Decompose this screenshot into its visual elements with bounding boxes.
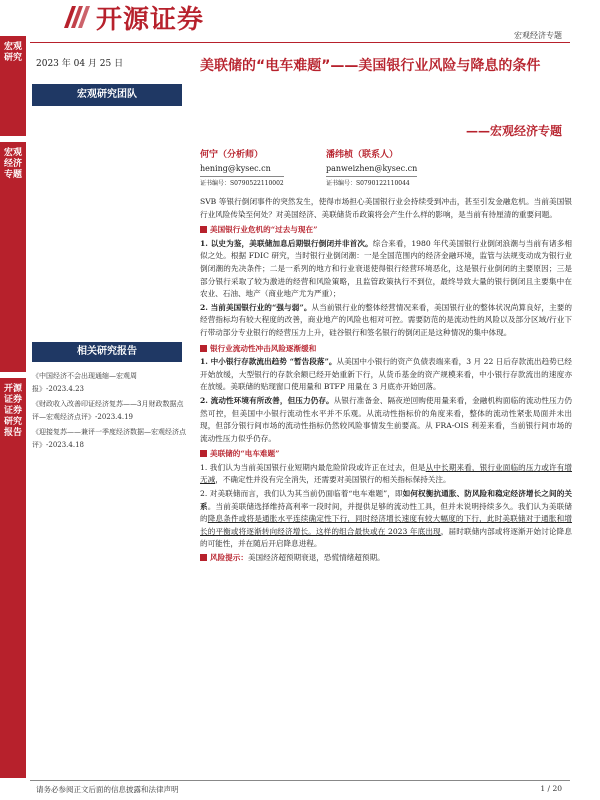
- body-paragraph: [200, 488, 572, 551]
- side-strip-macro-topic: 宏观经济专题: [0, 142, 26, 372]
- bullet-square-icon: [200, 554, 207, 561]
- author-email[interactable]: panweizhen@kysec.cn: [326, 164, 418, 173]
- underlined-text: 降息条件或将是通胀水平连续确定性下行，同时经济增长速度有较大幅度的下行，此时美联储对于通胀和增长的平衡或将逐渐转向经济增长。这样的组合最快或在 2023 年底出现: [200, 514, 573, 536]
- report-date: 2023 年 04 月 25 日: [36, 59, 124, 69]
- header-divider: [30, 42, 570, 43]
- related-report-item[interactable]: 《财政收入改善印证经济复苏——3月财政数据点评—宏观经济点评》-2023.4.19: [32, 400, 184, 421]
- bullet-square-icon: [200, 345, 207, 352]
- related-report-item[interactable]: 《中国经济不会出现通缩—宏观周报》-2023.4.23: [32, 372, 137, 393]
- body-paragraph: [200, 302, 572, 340]
- report-subtitle: ——宏观经济专题: [465, 124, 562, 138]
- report-title: 美联储的“电车难题”——美国银行业风险与降息的条件: [200, 58, 541, 74]
- author-card: [200, 150, 284, 189]
- paragraph-text: 从银行准备金、隔夜逆回购使用量来看，金融机构面临的流动性压力仍然可控，但美国中小银行流动性水平并不乐观。从流动性指标价的角度来看，整体的流动性紧张局面并未出现，但部分银行间市场的流动性指标仍然较风险事情发生前要高。从 FRA-OIS 利差来看，当前银行间市场的流动性压力似乎仍存。: [200, 395, 572, 443]
- section-heading: [200, 224, 572, 237]
- related-report-item[interactable]: 《迎接复苏——兼评一季度经济数据—宏观经济点评》-2023.4.18: [32, 428, 186, 449]
- underlined-text: 从中长期来看，银行业面临的压力或许有增无减: [200, 462, 573, 485]
- footer-divider: [30, 780, 570, 781]
- author-name: 潘纬桢（联系人）: [326, 150, 399, 160]
- header-tag: 宏观经济专题: [514, 31, 562, 40]
- bold-text: 如何权衡抗通胀、防风险和稳定经济增长之间的关系: [200, 489, 573, 511]
- body-paragraph: [200, 395, 572, 445]
- intro-paragraph: SVB 等银行倒闭事件的突然发生，使得市场担心美国银行业会持续受到冲击，甚至引发金融危机。当前美国银行业风险传染至何处？对美国经济、美联储货币政策将会产生什么样的影响，是当前有待厘清的重要问题。: [200, 197, 572, 219]
- team-label: 宏观研究团队: [32, 84, 182, 106]
- body-paragraph: [200, 462, 572, 487]
- company-logo: [62, 2, 205, 35]
- section-heading-text: 银行业流动性冲击风险逐渐缓和: [210, 343, 317, 353]
- section-heading-text: 美国银行业危机的“过去与现在”: [210, 225, 318, 235]
- report-body: [200, 196, 572, 566]
- bullet-square-icon: [200, 226, 207, 233]
- author-name: 何宁（分析师）: [200, 150, 264, 160]
- paragraph-lead: 1. 中小银行存款流出趋势 “暂告段落”。: [200, 357, 337, 367]
- paragraph-text: 。当前美联储选择维持高利率一段时间，并提供足够的流动性工具，但并未说明持续多久。我们认为美联储的: [200, 501, 573, 524]
- related-reports-list: [32, 370, 187, 454]
- paragraph-lead: 2. 流动性环境有所改善，但压力仍存。: [200, 395, 334, 405]
- logo-text: 开源证券: [96, 4, 205, 35]
- paragraph-text: 2. 对美联储而言，我们认为其当前仍面临着“电车难题”，即: [200, 489, 403, 499]
- author-card: [326, 150, 417, 189]
- paragraph-lead: 1. 以史为鉴，美联储加息后期银行倒闭并非首次。: [200, 238, 373, 248]
- logo-mark-icon: [62, 4, 92, 30]
- side-strip-securities-report: 开源证券 证券研究报告: [0, 378, 26, 778]
- risk-text: 美国经济超预期衰退，恐慌情绪超预期。: [247, 553, 385, 563]
- paragraph-lead: 2. 当前美国银行业的“强与弱”。: [200, 302, 312, 312]
- footer-disclaimer: 请务必参阅正文后面的信息披露和法律声明: [36, 785, 179, 794]
- author-cert: 证书编号：S0790522110002: [200, 176, 284, 189]
- body-paragraph: [200, 238, 572, 301]
- section-heading: [200, 343, 572, 356]
- section-heading-text: 美联储的“电车难题”: [210, 449, 280, 459]
- paragraph-text: 从当前银行业的整体经营情况来看，美国银行业的整体状况尚算良好，主要的经营指标均有较大程度的改善，商业地产的风险也相对可控。需要防范的是流动性的风险以及部分区域/行业下行带动部分专业银行的经营压力上升，硅谷银行和签名银行的倒闭正是这种情况的集中体现。: [200, 302, 573, 337]
- body-paragraph: [200, 356, 572, 394]
- paragraph-text: 1. 我们认为当前美国银行业短期内最危险阶段或许正在过去，但是: [200, 462, 426, 472]
- risk-label: [200, 553, 248, 562]
- risk-label-text: 风险提示：: [210, 553, 248, 563]
- author-cert: 证书编号：S0790122110044: [326, 176, 417, 189]
- paragraph-text: ，届时联储内部或将逐渐开始讨论降息的可能性，并在随后开启降息进程。: [200, 526, 573, 549]
- paragraph-text: 综合来看，1980 年代美国银行业倒闭浪潮与当前有诸多相似之处。根据 FDIC 研究，当时银行业倒闭潮：一是全国范围内的经济金融环境，监管与法规变动成为银行业倒闭潮的先决条件；二是一系列的地方和行业衰退使得银行经营环境恶化，这是银行业倒闭的主要原因；三是部分银行采取了较为激进的经营和风险策略，且监管政策执行不到位，最终导致大量的银行倒闭且主要集中在农业、石油、地产（商业地产尤为严重）；: [200, 238, 572, 299]
- paragraph-text: ，不确定性并没有完全消失，还需要对美国银行的相关指标保持关注。: [215, 475, 451, 485]
- author-email[interactable]: hening@kysec.cn: [200, 164, 271, 173]
- risk-note: [200, 552, 572, 565]
- bullet-square-icon: [200, 450, 207, 457]
- paragraph-text: 从美国中小银行的资产负债表端来看，3 月 22 日后存款流出趋势已经开始放缓，大型银行的存款余额已经开始重新下行，从货币基金的资产规模来看，中小银行存款流出的速度亦在放缓。美联储的贴现窗口使用量和 BTFP 用量在 3 月底亦开始回落。: [200, 357, 572, 392]
- page-number: 1 / 20: [540, 784, 562, 793]
- side-strip-macro-research: 宏观研究: [0, 36, 26, 136]
- section-heading: [200, 448, 572, 461]
- related-reports-label: 相关研究报告: [32, 342, 182, 362]
